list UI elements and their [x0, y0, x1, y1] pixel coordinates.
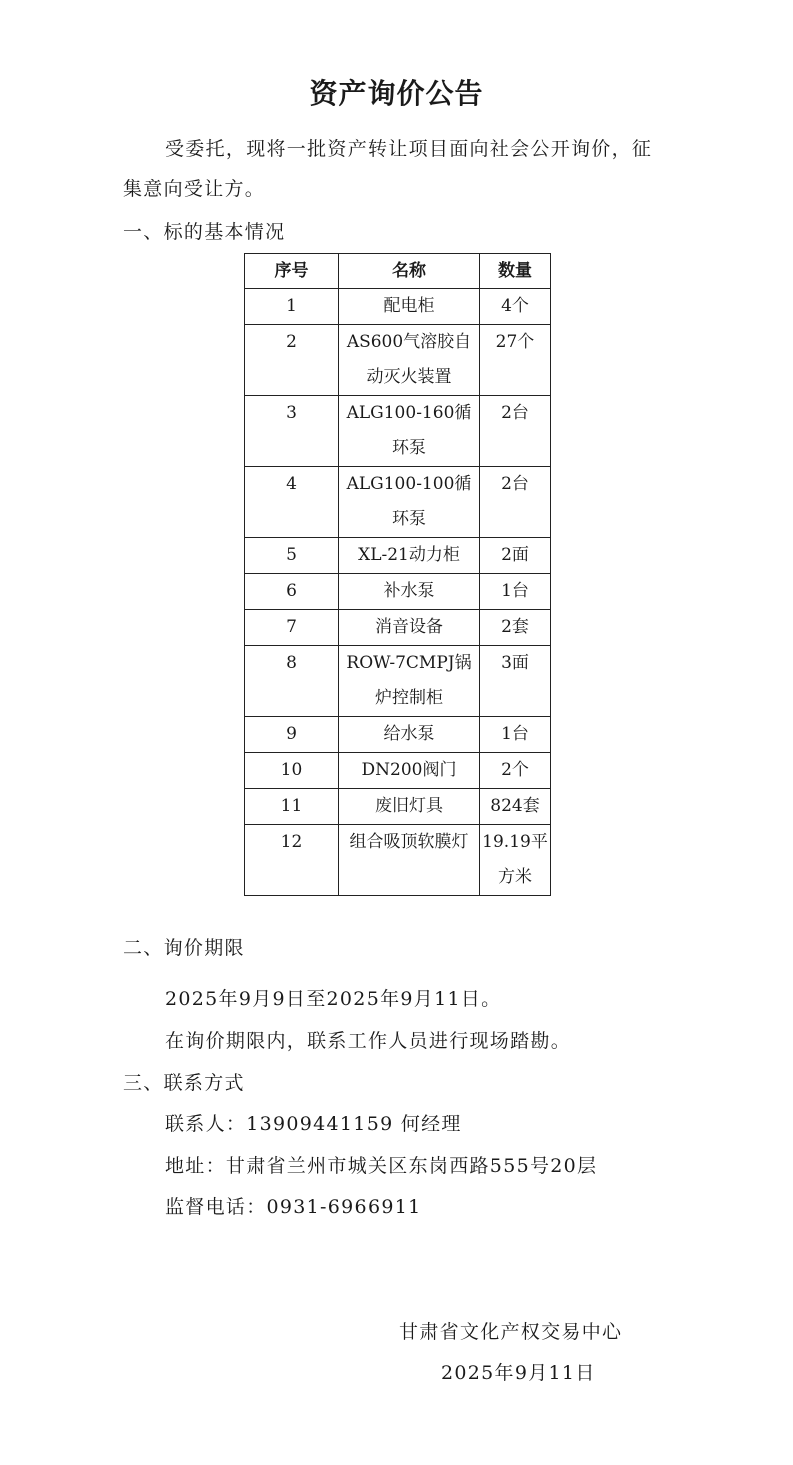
- table-row: [245, 610, 551, 646]
- row-name: ROW-7CMPJ锅炉控制柜: [339, 646, 480, 717]
- table-row: [245, 574, 551, 610]
- row-no: 3: [245, 396, 339, 467]
- page-title: 资产询价公告: [309, 77, 484, 110]
- inquiry-period: 2025年9月9日至2025年9月11日。: [165, 988, 502, 1010]
- row-name: 组合吸顶软膜灯: [339, 825, 480, 896]
- row-qty: 3面: [480, 646, 551, 717]
- row-no: 6: [245, 574, 339, 610]
- row-no: 9: [245, 717, 339, 753]
- row-no: 4: [245, 467, 339, 538]
- supervision-phone: 监督电话：0931-6966911: [165, 1196, 422, 1218]
- row-qty: 27个: [480, 325, 551, 396]
- row-qty: 2台: [480, 396, 551, 467]
- issuer-name: 甘肃省文化产权交易中心: [399, 1321, 623, 1343]
- row-no: 11: [245, 789, 339, 825]
- row-qty: 2套: [480, 610, 551, 646]
- row-no: 8: [245, 646, 339, 717]
- table-row: [245, 467, 551, 538]
- table-row: [245, 289, 551, 325]
- row-qty: 2个: [480, 753, 551, 789]
- header-qty: 数量: [480, 254, 551, 289]
- items-table: [244, 253, 551, 896]
- table-header-row: [245, 254, 551, 289]
- intro-line-1: 受委托，现将一批资产转让项目面向社会公开询价，征: [165, 138, 653, 160]
- row-qty: 824套: [480, 789, 551, 825]
- row-qty: 1台: [480, 717, 551, 753]
- row-no: 10: [245, 753, 339, 789]
- table-row: [245, 789, 551, 825]
- section-heading-period: 二、询价期限: [123, 937, 245, 959]
- row-no: 2: [245, 325, 339, 396]
- header-no: 序号: [245, 254, 339, 289]
- row-name: ALG100-100循环泵: [339, 467, 480, 538]
- header-name: 名称: [339, 254, 480, 289]
- row-qty: 1台: [480, 574, 551, 610]
- table-row: [245, 646, 551, 717]
- row-name: 消音设备: [339, 610, 480, 646]
- row-name: 补水泵: [339, 574, 480, 610]
- intro-line-2: 集意向受让方。: [123, 178, 266, 200]
- row-name: 给水泵: [339, 717, 480, 753]
- table-row: [245, 538, 551, 574]
- table-row: [245, 825, 551, 896]
- row-name: XL-21动力柜: [339, 538, 480, 574]
- table-row: [245, 396, 551, 467]
- site-visit-note: 在询价期限内，联系工作人员进行现场踏勘。: [165, 1030, 572, 1052]
- row-qty: 2面: [480, 538, 551, 574]
- row-name: AS600气溶胶自动灭火装置: [339, 325, 480, 396]
- row-no: 1: [245, 289, 339, 325]
- row-name: DN200阀门: [339, 753, 480, 789]
- row-qty: 2台: [480, 467, 551, 538]
- section-heading-basic-info: 一、标的基本情况: [123, 221, 286, 243]
- row-qty: 4个: [480, 289, 551, 325]
- issue-date: 2025年9月11日: [441, 1362, 596, 1384]
- row-name: ALG100-160循环泵: [339, 396, 480, 467]
- row-no: 7: [245, 610, 339, 646]
- row-name: 配电柜: [339, 289, 480, 325]
- row-qty: 19.19平方米: [480, 825, 551, 896]
- row-name: 废旧灯具: [339, 789, 480, 825]
- row-no: 12: [245, 825, 339, 896]
- address: 地址：甘肃省兰州市城关区东岗西路555号20层: [165, 1155, 598, 1177]
- row-no: 5: [245, 538, 339, 574]
- contact-person: 联系人：13909441159 何经理: [165, 1113, 462, 1135]
- table-row: [245, 753, 551, 789]
- section-heading-contact: 三、联系方式: [123, 1072, 245, 1094]
- table-row: [245, 325, 551, 396]
- table-row: [245, 717, 551, 753]
